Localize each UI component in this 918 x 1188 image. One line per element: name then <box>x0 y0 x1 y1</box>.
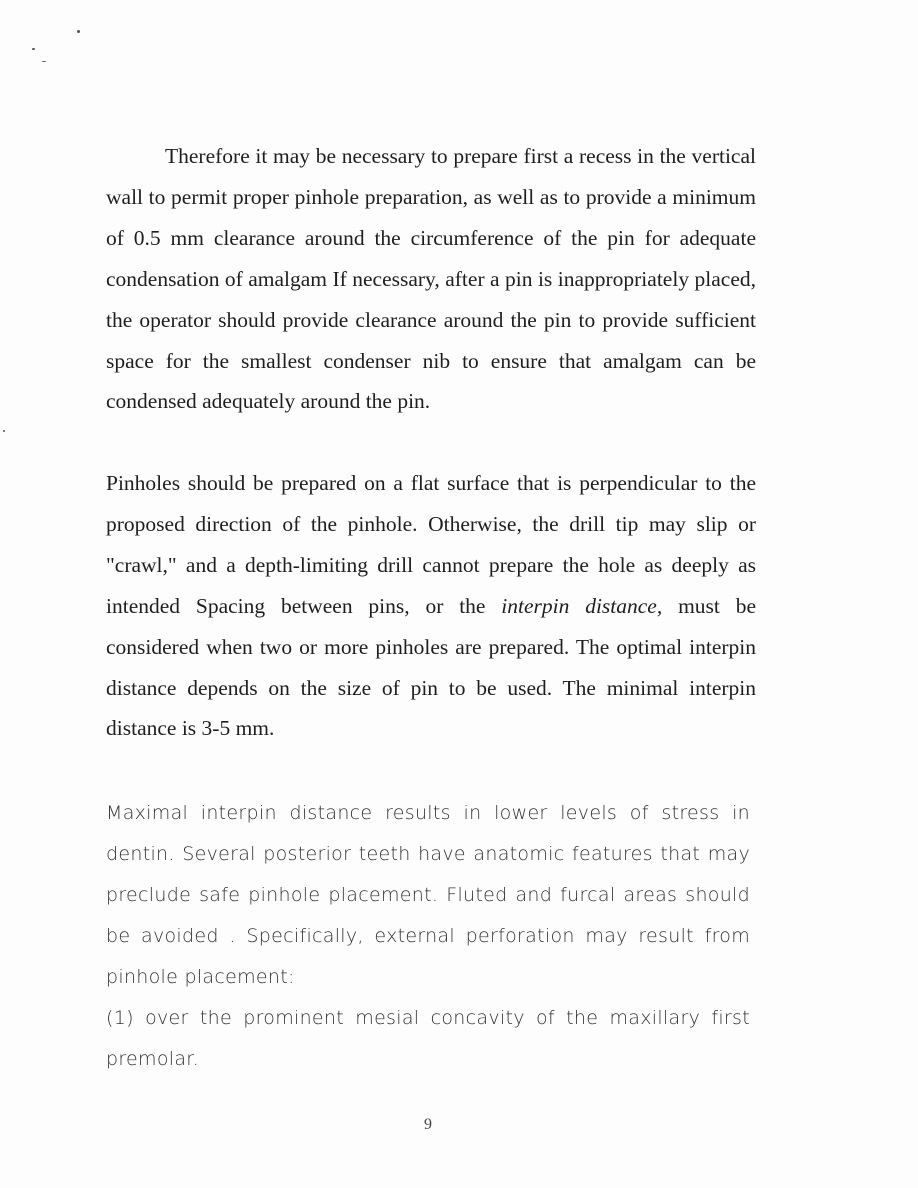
scan-speck <box>32 48 35 50</box>
paragraph-2-text-start: Pinholes should be prepared on a flat surface that is perpendicular to the proposed direction of the pinhole. Otherwise, the drill tip may slip or "crawl," and a depth-limiting drill cannot prepare the hole as deeply as intended Spacing between pins, or the <box>106 471 756 618</box>
list-item-maxillary-premolar: (1) over the prominent mesial concavity of the maxillary first premolar. <box>106 1007 750 1070</box>
paragraph-interpin-stress: Maximal interpin distance results in lower levels of stress in dentin. Several posterior teeth have anatomic features that may preclude safe pinhole placement. Fluted and furcal areas should be avoided . Specifically, external perforation may result from pinhole placement: <box>106 802 750 988</box>
paragraph-recess-clearance: Therefore it may be necessary to prepare first a recess in the vertical wall to permit proper pinhole preparation, as well as to provide a minimum of 0.5 mm clearance around the circumference of the pin for adequate condensation of amalgam If necessary, after a pin is inappropriately placed, the operator should provide clearance around the pin to provide sufficient space for the smallest condenser nib to ensure that amalgam can be condensed adequately around the pin. <box>106 144 756 414</box>
scan-speck <box>3 430 5 432</box>
interpin-distance-term: interpin distance, <box>501 593 663 618</box>
paragraph-pinhole-preparation <box>106 463 756 749</box>
scan-speck <box>77 30 80 33</box>
scan-speck <box>42 61 46 62</box>
paragraph-2-text-end: must be considered when two or more pinholes are prepared. The optimal interpin distance depends on the size of pin to be used. The minimal interpin distance is 3-5 mm. <box>106 593 756 741</box>
page-number: 9 <box>424 1116 432 1133</box>
